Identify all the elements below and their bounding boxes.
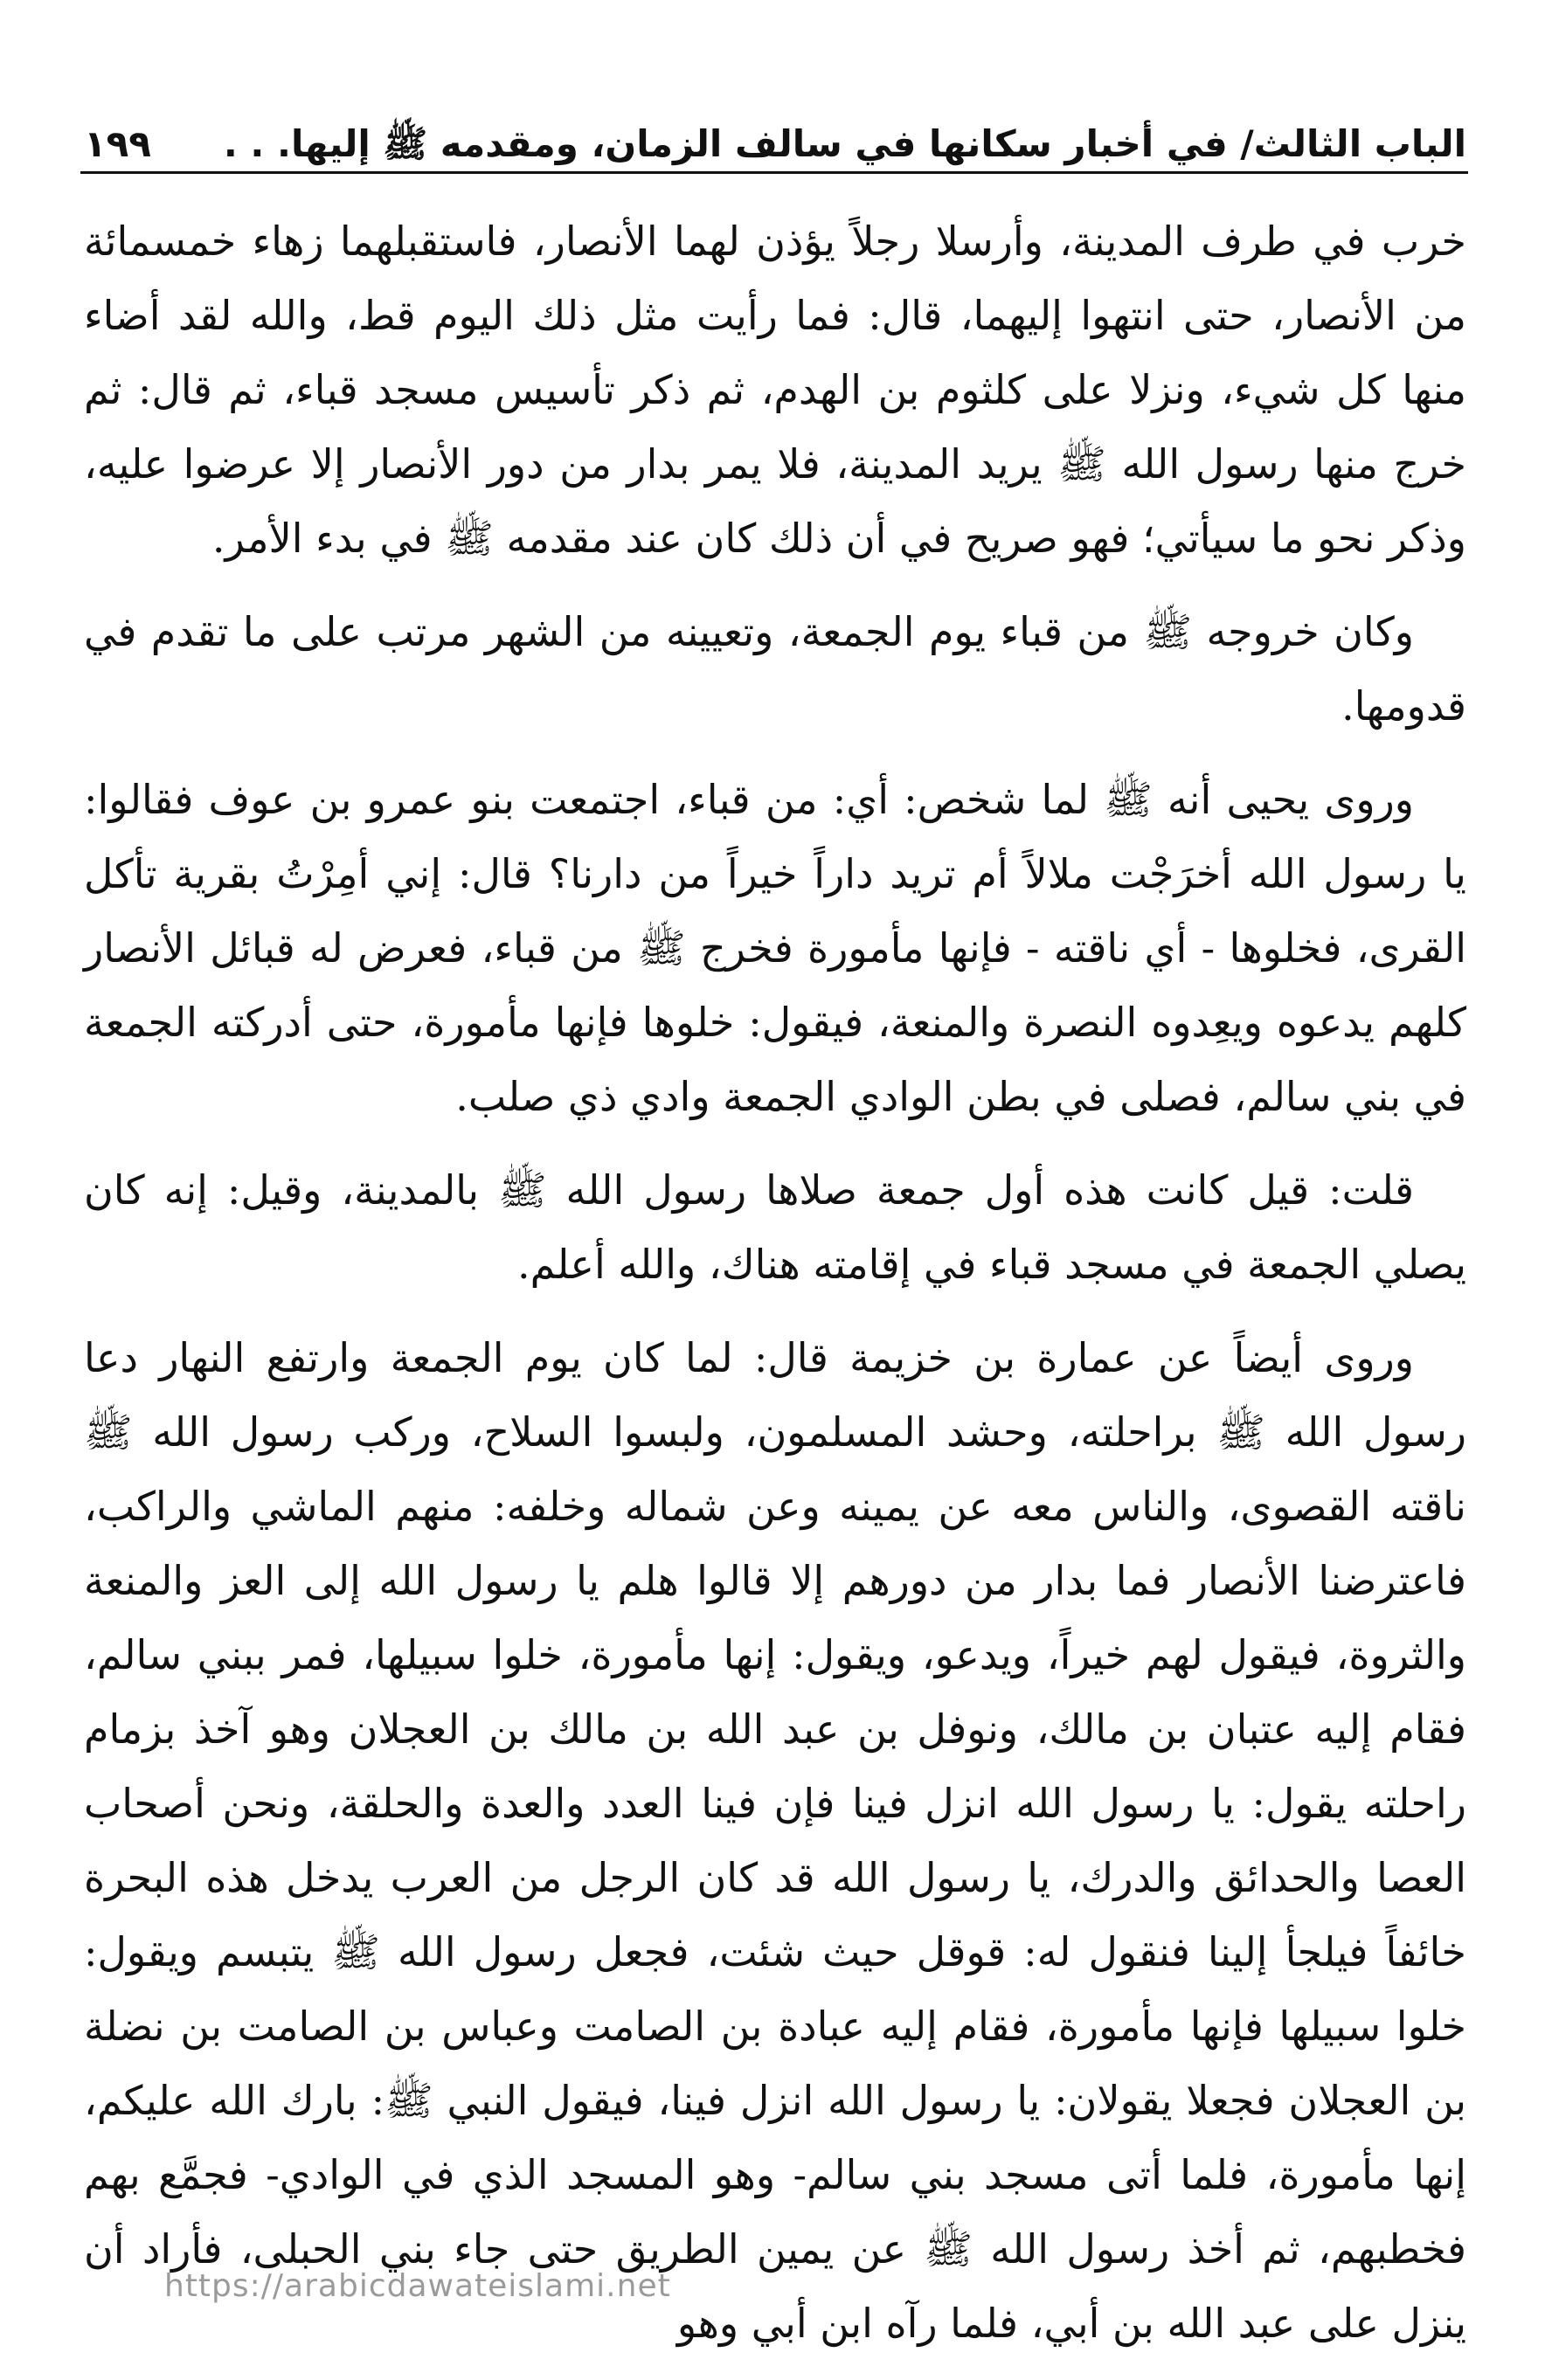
- paragraph: وروى أيضاً عن عمارة بن خزيمة قال: لما كان يوم الجمعة وارتفع النهار دعا رسول الله ﷺ براحلته، وحشد المسلمون، ولبسوا السلاح، وركب رسول الله ﷺ ناقته القصوى، والناس معه عن يمينه وعن شماله وخلفه: منهم الماشي والراكب، فاعترضنا الأنصار فما بدار من دورهم إلا قالوا هلم يا رسول الله إلى العز والمنعة والثروة، فيقول لهم خيراً، ويدعو، ويقول: إنها مأمورة، خلوا سبيلها، فمر ببني سالم، فقام إليه عتبان بن مالك، ونوفل بن عبد الله بن مالك بن العجلان وهو آخذ بزمام راحلته يقول: يا رسول الله انزل فينا فإن فينا العدد والعدة والحلقة، ونحن أصحاب العصا والحدائق والدرك، يا رسول الله قد كان الرجل من العرب يدخل هذه البحرة خائفاً فيلجأ إلينا فنقول له: قوقل حيث شئت، فجعل رسول الله ﷺ يتبسم ويقول: خلوا سبيلها فإنها مأمورة، فقام إليه عبادة بن الصامت وعباس بن الصامت بن نضلة بن العجلان فجعلا يقولان: يا رسول الله انزل فينا، فيقول النبي ﷺ: بارك الله عليكم، إنها مأمورة، فلما أتى مسجد بني سالم- وهو المسجد الذي في الوادي- فجمَّع بهم فخطبهم، ثم أخذ رسول الله ﷺ عن يمين الطريق حتى جاء بني الحبلى، فأراد أن ينزل على عبد الله بن أبي، فلما رآه ابن أبي وهو: [84, 1334, 1466, 2347]
- paragraph: وكان خروجه ﷺ من قباء يوم الجمعة، وتعيينه من الشهر مرتب على ما تقدم في قدومها.: [84, 608, 1466, 730]
- running-header: [84, 96, 1466, 166]
- header-rule: [80, 171, 1468, 174]
- paragraph: خرب في طرف المدينة، وأرسلا رجلاً يؤذن لهما الأنصار، فاستقبلهما زهاء خمسمائة من الأنصار، حتى انتهوا إليهما، قال: فما رأيت مثل ذلك اليوم قط، والله لقد أضاء منها كل شيء، ونزلا على كلثوم بن الهدم، ثم ذكر تأسيس مسجد قباء، ثم قال: ثم خرج منها رسول الله ﷺ يريد المدينة، فلا يمر بدار من دور الأنصار إلا عرضوا عليه، وذكر نحو ما سيأتي؛ فهو صريح في أن ذلك كان عند مقدمه ﷺ في بدء الأمر.: [84, 218, 1466, 562]
- paragraph: قلت: قيل كانت هذه أول جمعة صلاها رسول الله ﷺ بالمدينة، وقيل: إنه كان يصلي الجمعة في مسجد قباء في إقامته هناك، والله أعلم.: [84, 1166, 1466, 1288]
- paragraph: وروى يحيى أنه ﷺ لما شخص: أي: من قباء، اجتمعت بنو عمرو بن عوف فقالوا: يا رسول الله أخرَجْت ملالاً أم تريد داراً خيراً من دارنا؟ قال: إني أمِرْتُ بقرية تأكل القرى، فخلوها - أي ناقته - فإنها مأمورة فخرج ﷺ من قباء، فعرض له قبائل الأنصار كلهم يدعوه ويعِدوه النصرة والمنعة، فيقول: خلوها فإنها مأمورة، حتى أدركته الجمعة في بني سالم، فصلى في بطن الوادي الجمعة وادي ذي صلب.: [84, 776, 1466, 1120]
- page-number: ١٩٩: [84, 121, 151, 165]
- body-text: [84, 204, 1466, 2380]
- watermark-url: https://arabicdawateislami.net: [164, 2268, 671, 2304]
- chapter-title: الباب الثالث/ في أخبار سكانها في سالف الزمان، ومقدمه ﷺ إليها. . .: [223, 121, 1466, 165]
